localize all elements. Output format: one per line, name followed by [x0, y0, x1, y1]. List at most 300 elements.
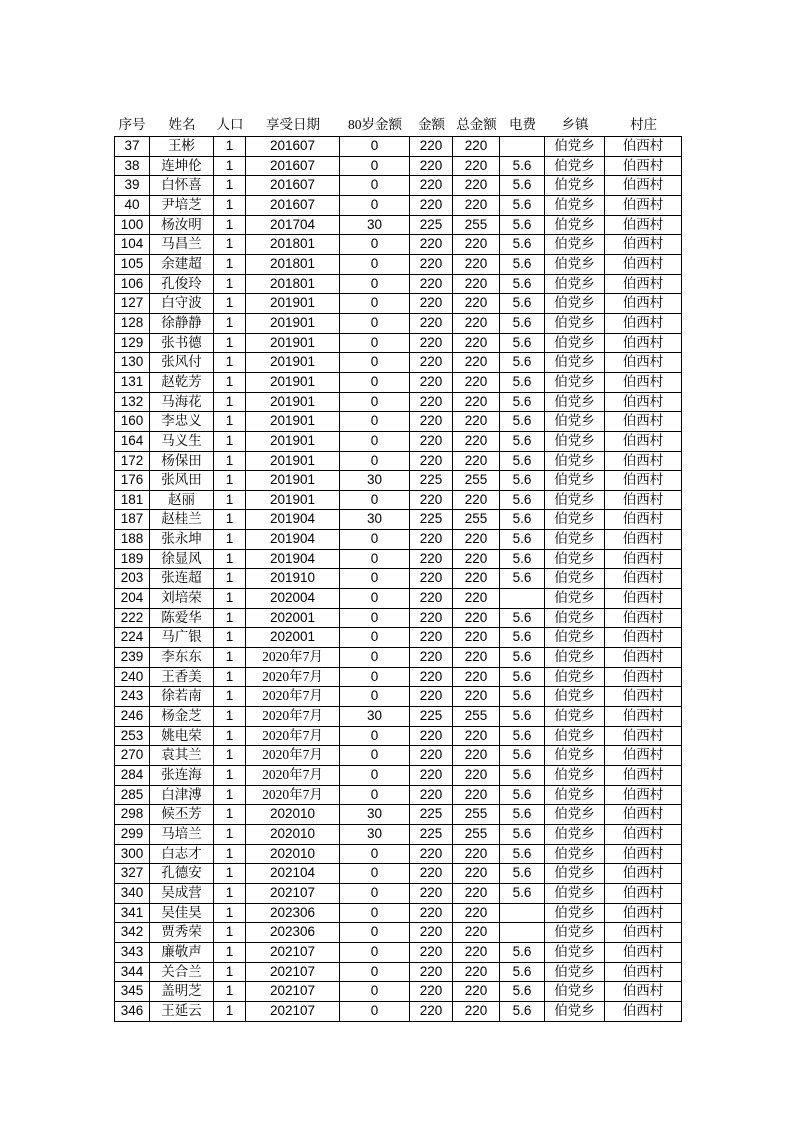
cell-name: 白怀喜 [150, 176, 214, 196]
cell-total: 220 [453, 904, 500, 924]
cell-population: 1 [214, 471, 246, 491]
cell-seq: 104 [115, 235, 150, 255]
cell-electric_fee: 5.6 [500, 884, 545, 904]
cell-name: 徐静静 [150, 314, 214, 334]
cell-village: 伯西村 [605, 373, 682, 393]
table-row [115, 825, 682, 845]
cell-electric_fee: 5.6 [500, 746, 545, 766]
cell-population: 1 [214, 432, 246, 452]
cell-date: 201901 [246, 314, 340, 334]
cell-township: 伯党乡 [545, 471, 605, 491]
cell-amount80: 0 [340, 196, 410, 216]
cell-name: 徐若南 [150, 687, 214, 707]
cell-seq: 240 [115, 668, 150, 688]
cell-population: 1 [214, 982, 246, 1002]
cell-total: 220 [453, 255, 500, 275]
cell-date: 201901 [246, 412, 340, 432]
cell-population: 1 [214, 904, 246, 924]
cell-village: 伯西村 [605, 137, 682, 157]
cell-date: 2020年7月 [246, 766, 340, 786]
cell-total: 220 [453, 963, 500, 983]
cell-total: 220 [453, 314, 500, 334]
cell-township: 伯党乡 [545, 216, 605, 236]
table-row [115, 1002, 682, 1022]
cell-seq: 131 [115, 373, 150, 393]
cell-seq: 327 [115, 864, 150, 884]
table-row [115, 884, 682, 904]
cell-electric_fee: 5.6 [500, 334, 545, 354]
cell-amount80: 0 [340, 963, 410, 983]
cell-date: 201901 [246, 294, 340, 314]
cell-electric_fee: 5.6 [500, 373, 545, 393]
table-row [115, 707, 682, 727]
cell-population: 1 [214, 707, 246, 727]
cell-seq: 105 [115, 255, 150, 275]
cell-total: 220 [453, 432, 500, 452]
table-row [115, 353, 682, 373]
table-row [115, 235, 682, 255]
cell-amount: 220 [410, 923, 453, 943]
cell-seq: 203 [115, 569, 150, 589]
cell-seq: 253 [115, 727, 150, 747]
cell-amount80: 30 [340, 471, 410, 491]
cell-village: 伯西村 [605, 668, 682, 688]
cell-amount: 225 [410, 510, 453, 530]
table-row [115, 491, 682, 511]
cell-total: 220 [453, 334, 500, 354]
cell-date: 202107 [246, 884, 340, 904]
cell-amount: 220 [410, 668, 453, 688]
cell-township: 伯党乡 [545, 530, 605, 550]
cell-name: 余建超 [150, 255, 214, 275]
cell-township: 伯党乡 [545, 786, 605, 806]
cell-population: 1 [214, 491, 246, 511]
cell-amount80: 0 [340, 609, 410, 629]
cell-electric_fee [500, 923, 545, 943]
cell-name: 盖明芝 [150, 982, 214, 1002]
table-row [115, 510, 682, 530]
cell-township: 伯党乡 [545, 157, 605, 177]
cell-date: 202107 [246, 943, 340, 963]
cell-township: 伯党乡 [545, 727, 605, 747]
cell-date: 201901 [246, 432, 340, 452]
cell-seq: 132 [115, 393, 150, 413]
cell-total: 220 [453, 864, 500, 884]
cell-seq: 298 [115, 805, 150, 825]
table-row [115, 569, 682, 589]
cell-village: 伯西村 [605, 235, 682, 255]
cell-seq: 100 [115, 216, 150, 236]
cell-name: 马海花 [150, 393, 214, 413]
cell-seq: 172 [115, 452, 150, 472]
cell-amount80: 30 [340, 510, 410, 530]
cell-village: 伯西村 [605, 589, 682, 609]
cell-amount: 220 [410, 432, 453, 452]
cell-township: 伯党乡 [545, 275, 605, 295]
cell-total: 220 [453, 373, 500, 393]
cell-amount80: 30 [340, 825, 410, 845]
column-header-amount: 金额 [418, 117, 445, 132]
table-header-row [114, 114, 682, 136]
cell-seq: 270 [115, 746, 150, 766]
cell-village: 伯西村 [605, 1002, 682, 1022]
cell-name: 刘培荣 [150, 589, 214, 609]
cell-date: 2020年7月 [246, 727, 340, 747]
cell-township: 伯党乡 [545, 510, 605, 530]
cell-electric_fee: 5.6 [500, 275, 545, 295]
cell-date: 201901 [246, 393, 340, 413]
cell-total: 220 [453, 766, 500, 786]
cell-total: 220 [453, 609, 500, 629]
cell-name: 尹培芝 [150, 196, 214, 216]
cell-amount: 220 [410, 687, 453, 707]
cell-electric_fee [500, 589, 545, 609]
cell-village: 伯西村 [605, 845, 682, 865]
cell-name: 张风田 [150, 471, 214, 491]
cell-amount80: 0 [340, 412, 410, 432]
cell-township: 伯党乡 [545, 687, 605, 707]
cell-population: 1 [214, 805, 246, 825]
cell-seq: 130 [115, 353, 150, 373]
table-row [115, 766, 682, 786]
cell-name: 白守波 [150, 294, 214, 314]
cell-village: 伯西村 [605, 569, 682, 589]
cell-date: 2020年7月 [246, 707, 340, 727]
cell-amount: 220 [410, 589, 453, 609]
cell-electric_fee: 5.6 [500, 805, 545, 825]
cell-seq: 106 [115, 275, 150, 295]
table-row [115, 550, 682, 570]
table-row [115, 294, 682, 314]
table-row [115, 255, 682, 275]
cell-amount80: 0 [340, 687, 410, 707]
cell-name: 徐显风 [150, 550, 214, 570]
table-row [115, 334, 682, 354]
cell-village: 伯西村 [605, 864, 682, 884]
cell-amount: 220 [410, 452, 453, 472]
table-row [115, 530, 682, 550]
cell-amount: 220 [410, 373, 453, 393]
cell-name: 白津溥 [150, 786, 214, 806]
cell-seq: 127 [115, 294, 150, 314]
cell-date: 201901 [246, 471, 340, 491]
cell-population: 1 [214, 609, 246, 629]
cell-name: 连坤伦 [150, 157, 214, 177]
cell-date: 201801 [246, 255, 340, 275]
cell-name: 陈爱华 [150, 609, 214, 629]
cell-township: 伯党乡 [545, 373, 605, 393]
cell-township: 伯党乡 [545, 1002, 605, 1022]
cell-name: 白志才 [150, 845, 214, 865]
cell-seq: 239 [115, 648, 150, 668]
cell-total: 220 [453, 982, 500, 1002]
cell-seq: 344 [115, 963, 150, 983]
cell-name: 张永坤 [150, 530, 214, 550]
column-header-amount80: 80岁金额 [348, 117, 402, 132]
cell-total: 220 [453, 648, 500, 668]
cell-township: 伯党乡 [545, 766, 605, 786]
table-row [115, 687, 682, 707]
cell-amount80: 0 [340, 569, 410, 589]
cell-village: 伯西村 [605, 648, 682, 668]
cell-electric_fee: 5.6 [500, 157, 545, 177]
cell-date: 202010 [246, 825, 340, 845]
cell-amount: 220 [410, 412, 453, 432]
cell-amount80: 0 [340, 982, 410, 1002]
table-row [115, 628, 682, 648]
cell-amount: 220 [410, 1002, 453, 1022]
cell-population: 1 [214, 353, 246, 373]
cell-seq: 204 [115, 589, 150, 609]
cell-total: 220 [453, 923, 500, 943]
cell-population: 1 [214, 589, 246, 609]
cell-population: 1 [214, 825, 246, 845]
cell-name: 杨保田 [150, 452, 214, 472]
cell-township: 伯党乡 [545, 805, 605, 825]
cell-date: 202107 [246, 982, 340, 1002]
cell-name: 马义生 [150, 432, 214, 452]
cell-seq: 181 [115, 491, 150, 511]
cell-name: 赵丽 [150, 491, 214, 511]
cell-total: 220 [453, 137, 500, 157]
cell-amount80: 0 [340, 766, 410, 786]
table-row [115, 943, 682, 963]
cell-electric_fee: 5.6 [500, 196, 545, 216]
cell-population: 1 [214, 530, 246, 550]
cell-name: 廉敬声 [150, 943, 214, 963]
cell-name: 关合兰 [150, 963, 214, 983]
cell-amount80: 0 [340, 235, 410, 255]
cell-population: 1 [214, 550, 246, 570]
cell-amount: 225 [410, 825, 453, 845]
cell-date: 201801 [246, 275, 340, 295]
cell-amount: 220 [410, 727, 453, 747]
cell-amount: 220 [410, 963, 453, 983]
cell-population: 1 [214, 628, 246, 648]
column-header-seq: 序号 [118, 117, 146, 132]
cell-date: 202001 [246, 628, 340, 648]
cell-amount: 220 [410, 845, 453, 865]
cell-amount: 220 [410, 334, 453, 354]
cell-township: 伯党乡 [545, 176, 605, 196]
cell-seq: 39 [115, 176, 150, 196]
column-header-village: 村庄 [630, 117, 657, 132]
cell-township: 伯党乡 [545, 825, 605, 845]
cell-amount80: 0 [340, 786, 410, 806]
cell-amount: 220 [410, 746, 453, 766]
cell-population: 1 [214, 412, 246, 432]
cell-name: 候丕芳 [150, 805, 214, 825]
cell-population: 1 [214, 845, 246, 865]
cell-township: 伯党乡 [545, 943, 605, 963]
cell-electric_fee: 5.6 [500, 491, 545, 511]
cell-electric_fee: 5.6 [500, 294, 545, 314]
cell-seq: 224 [115, 628, 150, 648]
cell-amount: 220 [410, 786, 453, 806]
cell-amount80: 0 [340, 746, 410, 766]
table-row [115, 786, 682, 806]
cell-amount80: 30 [340, 216, 410, 236]
cell-population: 1 [214, 157, 246, 177]
cell-date: 201904 [246, 550, 340, 570]
cell-electric_fee: 5.6 [500, 176, 545, 196]
cell-village: 伯西村 [605, 746, 682, 766]
cell-amount80: 0 [340, 1002, 410, 1022]
cell-amount80: 30 [340, 805, 410, 825]
table-row [115, 982, 682, 1002]
cell-population: 1 [214, 864, 246, 884]
cell-population: 1 [214, 923, 246, 943]
cell-electric_fee [500, 137, 545, 157]
cell-name: 王香美 [150, 668, 214, 688]
cell-amount80: 0 [340, 491, 410, 511]
cell-electric_fee: 5.6 [500, 766, 545, 786]
cell-amount: 220 [410, 275, 453, 295]
cell-name: 马培兰 [150, 825, 214, 845]
cell-total: 220 [453, 275, 500, 295]
table-row [115, 668, 682, 688]
cell-township: 伯党乡 [545, 589, 605, 609]
cell-date: 202107 [246, 963, 340, 983]
cell-township: 伯党乡 [545, 628, 605, 648]
cell-name: 孔俊玲 [150, 275, 214, 295]
cell-village: 伯西村 [605, 707, 682, 727]
cell-total: 220 [453, 157, 500, 177]
cell-village: 伯西村 [605, 412, 682, 432]
cell-township: 伯党乡 [545, 314, 605, 334]
table-row [115, 452, 682, 472]
cell-name: 李忠义 [150, 412, 214, 432]
cell-population: 1 [214, 196, 246, 216]
cell-date: 201607 [246, 137, 340, 157]
cell-total: 220 [453, 412, 500, 432]
cell-village: 伯西村 [605, 628, 682, 648]
cell-amount: 220 [410, 550, 453, 570]
cell-date: 201901 [246, 373, 340, 393]
cell-total: 220 [453, 668, 500, 688]
cell-name: 李东东 [150, 648, 214, 668]
cell-amount: 220 [410, 943, 453, 963]
cell-village: 伯西村 [605, 727, 682, 747]
cell-township: 伯党乡 [545, 452, 605, 472]
table-row [115, 216, 682, 236]
cell-village: 伯西村 [605, 904, 682, 924]
cell-township: 伯党乡 [545, 884, 605, 904]
table-row [115, 196, 682, 216]
cell-village: 伯西村 [605, 176, 682, 196]
cell-township: 伯党乡 [545, 196, 605, 216]
cell-village: 伯西村 [605, 943, 682, 963]
cell-date: 202010 [246, 845, 340, 865]
cell-date: 202004 [246, 589, 340, 609]
cell-date: 201607 [246, 196, 340, 216]
cell-seq: 246 [115, 707, 150, 727]
cell-date: 2020年7月 [246, 786, 340, 806]
cell-name: 吴佳昊 [150, 904, 214, 924]
cell-population: 1 [214, 510, 246, 530]
cell-name: 姚电荣 [150, 727, 214, 747]
cell-electric_fee: 5.6 [500, 648, 545, 668]
cell-village: 伯西村 [605, 550, 682, 570]
table-row [115, 176, 682, 196]
cell-population: 1 [214, 334, 246, 354]
cell-date: 201607 [246, 157, 340, 177]
cell-population: 1 [214, 294, 246, 314]
cell-name: 王彬 [150, 137, 214, 157]
cell-name: 王延云 [150, 1002, 214, 1022]
cell-seq: 343 [115, 943, 150, 963]
cell-population: 1 [214, 668, 246, 688]
cell-electric_fee: 5.6 [500, 412, 545, 432]
cell-township: 伯党乡 [545, 845, 605, 865]
cell-amount: 220 [410, 491, 453, 511]
cell-total: 220 [453, 491, 500, 511]
cell-electric_fee: 5.6 [500, 471, 545, 491]
cell-amount: 225 [410, 216, 453, 236]
cell-village: 伯西村 [605, 294, 682, 314]
cell-population: 1 [214, 373, 246, 393]
cell-township: 伯党乡 [545, 904, 605, 924]
cell-amount: 220 [410, 137, 453, 157]
cell-amount: 220 [410, 294, 453, 314]
cell-electric_fee: 5.6 [500, 668, 545, 688]
cell-electric_fee: 5.6 [500, 510, 545, 530]
cell-date: 201910 [246, 569, 340, 589]
cell-township: 伯党乡 [545, 707, 605, 727]
cell-total: 220 [453, 569, 500, 589]
cell-electric_fee: 5.6 [500, 393, 545, 413]
cell-population: 1 [214, 569, 246, 589]
cell-amount80: 0 [340, 530, 410, 550]
cell-amount: 220 [410, 982, 453, 1002]
cell-village: 伯西村 [605, 157, 682, 177]
cell-seq: 300 [115, 845, 150, 865]
cell-name: 袁其兰 [150, 746, 214, 766]
cell-village: 伯西村 [605, 805, 682, 825]
cell-amount80: 0 [340, 904, 410, 924]
cell-electric_fee: 5.6 [500, 845, 545, 865]
table-row [115, 609, 682, 629]
cell-electric_fee: 5.6 [500, 707, 545, 727]
cell-village: 伯西村 [605, 923, 682, 943]
cell-village: 伯西村 [605, 510, 682, 530]
cell-village: 伯西村 [605, 334, 682, 354]
cell-total: 220 [453, 687, 500, 707]
cell-amount80: 0 [340, 294, 410, 314]
cell-amount: 225 [410, 805, 453, 825]
cell-township: 伯党乡 [545, 550, 605, 570]
cell-electric_fee: 5.6 [500, 353, 545, 373]
cell-date: 2020年7月 [246, 668, 340, 688]
cell-township: 伯党乡 [545, 491, 605, 511]
cell-name: 贾秀荣 [150, 923, 214, 943]
cell-date: 2020年7月 [246, 746, 340, 766]
cell-amount: 220 [410, 884, 453, 904]
cell-township: 伯党乡 [545, 294, 605, 314]
cell-name: 马昌兰 [150, 235, 214, 255]
cell-population: 1 [214, 963, 246, 983]
table-row [115, 864, 682, 884]
cell-electric_fee: 5.6 [500, 569, 545, 589]
cell-amount80: 0 [340, 452, 410, 472]
cell-total: 220 [453, 353, 500, 373]
cell-village: 伯西村 [605, 275, 682, 295]
cell-total: 220 [453, 550, 500, 570]
cell-amount80: 0 [340, 589, 410, 609]
cell-village: 伯西村 [605, 884, 682, 904]
cell-township: 伯党乡 [545, 648, 605, 668]
cell-amount80: 0 [340, 864, 410, 884]
